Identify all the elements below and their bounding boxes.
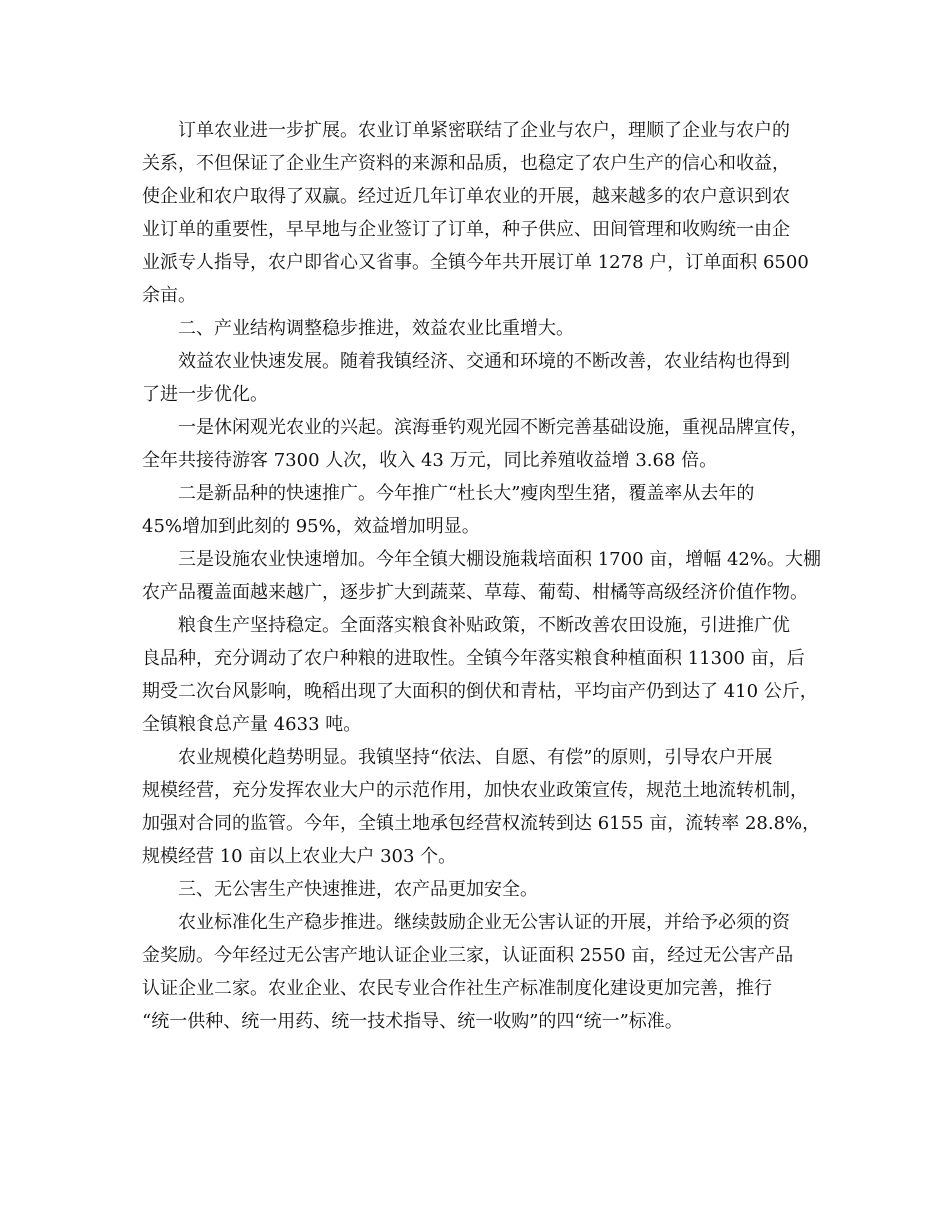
text-line: 金奖励。今年经过无公害产地认证企业三家，认证面积 2550 亩，经过无公害产品	[142, 945, 794, 966]
text-line: 使企业和农户取得了双赢。经过近几年订单农业的开展，越来越多的农户意识到农	[142, 186, 790, 207]
text-line: 粮食生产坚持稳定。全面落实粮食补贴政策，不断改善农田设施，引进推广优	[178, 615, 790, 636]
text-line: 二是新品种的快速推广。今年推广“杜长大”瘦肉型生猪，覆盖率从去年的	[178, 483, 755, 504]
text-line: 订单农业进一步扩展。农业订单紧密联结了企业与农户，理顺了企业与农户的	[178, 120, 790, 141]
text-line: 认证企业二家。农业企业、农民专业合作社生产标准制度化建设更加完善，推行	[142, 978, 772, 999]
text-line: 期受二次台风影响，晚稻出现了大面积的倒伏和青枯，平均亩产仍到达了 410 公斤，	[142, 681, 818, 702]
text-line: 良品种，充分调动了农户种粮的进取性。全镇今年落实粮食种植面积 11300 亩，后	[142, 648, 805, 669]
text-line: 余亩。	[142, 285, 196, 306]
text-line: 农产品覆盖面越来越广，逐步扩大到蔬菜、草莓、葡萄、柑橘等高级经济价值作物。	[142, 582, 808, 603]
text-line: 业订单的重要性，早早地与企业签订了订单，种子供应、田间管理和收购统一由企	[142, 219, 790, 240]
text-line: 二、产业结构调整稳步推进，效益农业比重增大。	[178, 318, 574, 339]
text-line: 加强对合同的监管。今年，全镇土地承包经营权流转到达 6155 亩，流转率 28.8%，	[142, 813, 821, 834]
text-line: “统一供种、统一用药、统一技术指导、统一收购”的四“统一”标准。	[142, 1011, 683, 1032]
text-line: 农业标准化生产稳步推进。继续鼓励企业无公害认证的开展，并给予必须的资	[178, 912, 790, 933]
text-line: 一是休闲观光农业的兴起。滨海垂钓观光园不断完善基础设施，重视品牌宣传，	[178, 417, 808, 438]
text-line: 规模经营，充分发挥农业大户的示范作用，加快农业政策宣传，规范土地流转机制，	[142, 780, 808, 801]
text-line: 三是设施农业快速增加。今年全镇大棚设施栽培面积 1700 亩，增幅 42%。大棚	[178, 549, 821, 570]
text-line: 关系，不但保证了企业生产资料的来源和品质，也稳定了农户生产的信心和收益，	[142, 153, 790, 174]
text-line: 业派专人指导，农户即省心又省事。全镇今年共开展订单 1278 户，订单面积 6500	[142, 252, 809, 273]
text-line: 农业规模化趋势明显。我镇坚持“依法、自愿、有偿”的原则，引导农户开展	[178, 747, 773, 768]
text-line: 三、无公害生产快速推进，农产品更加安全。	[178, 879, 538, 900]
text-line: 规模经营 10 亩以上农业大户 303 个。	[142, 846, 457, 867]
text-line: 效益农业快速发展。随着我镇经济、交通和环境的不断改善，农业结构也得到	[178, 351, 790, 372]
text-line: 45%增加到此刻的 95%，效益增加明显。	[142, 516, 480, 537]
text-line: 全年共接待游客 7300 人次，收入 43 万元，同比养殖收益增 3.68 倍。	[142, 450, 718, 471]
text-line: 全镇粮食总产量 4633 吨。	[142, 714, 362, 735]
text-line: 了进一步优化。	[142, 384, 268, 405]
document-body	[142, 116, 822, 1040]
